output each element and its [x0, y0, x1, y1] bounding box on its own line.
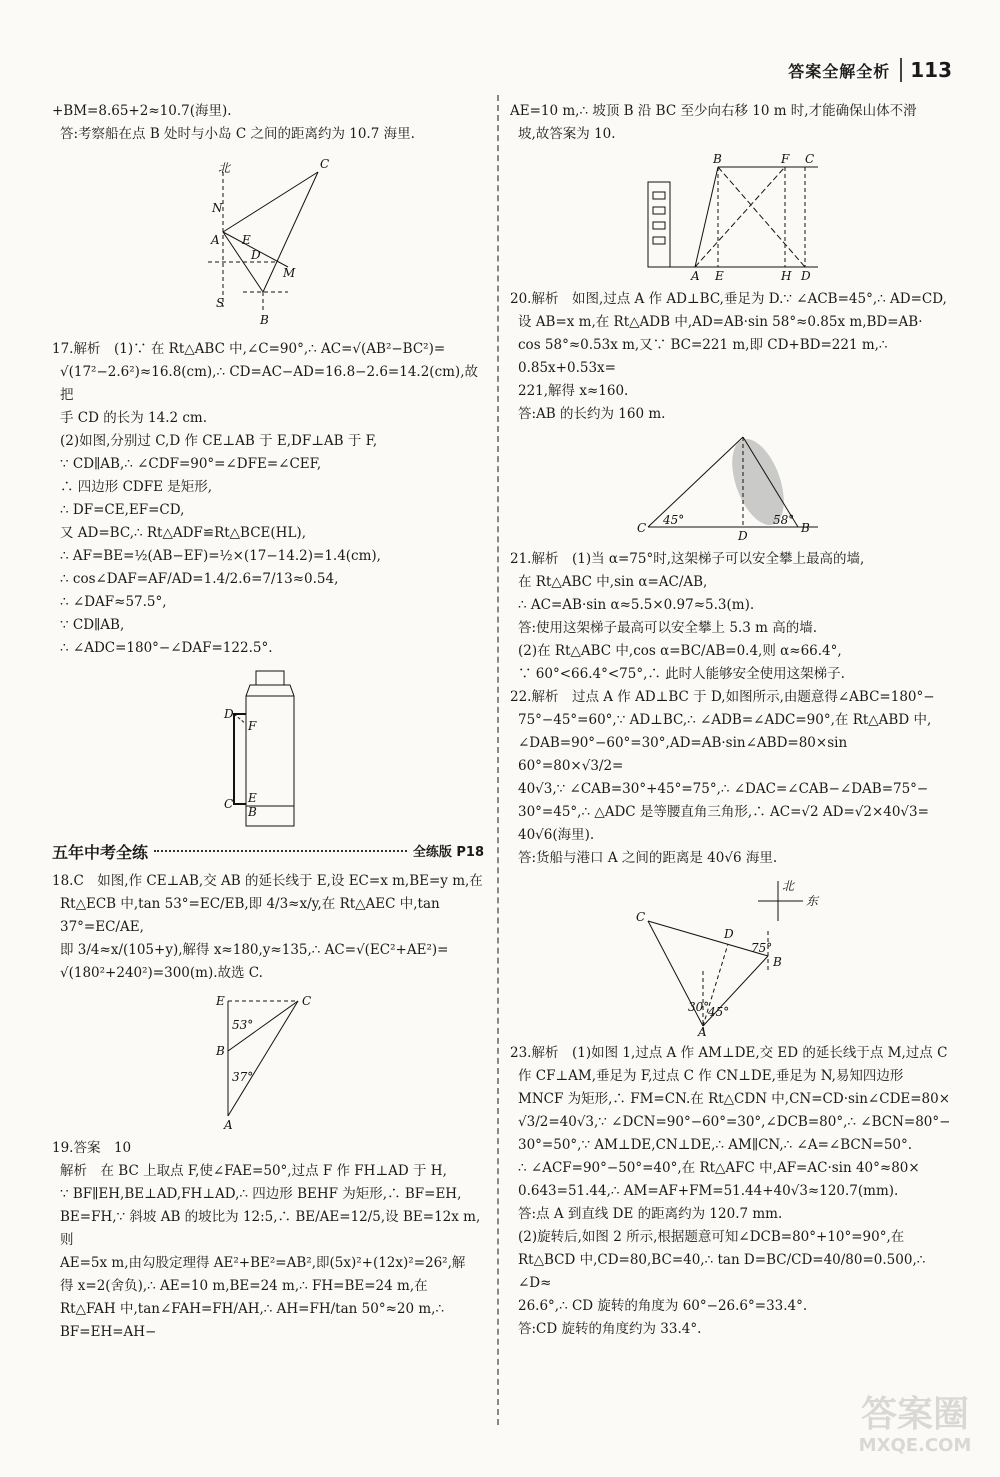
- right-column: [510, 100, 956, 1341]
- text-line: ∴ DF=CE,EF=CD,: [60, 502, 185, 518]
- fig-label: 北: [218, 161, 231, 175]
- section-title: 五年中考全练: [52, 843, 149, 862]
- fig-label: F: [781, 152, 790, 166]
- fig-label: E: [242, 233, 251, 247]
- text-line: ∵ BF∥EH,BE⊥AD,FH⊥AD,∴ 四边形 BEHF 为矩形,∴ BF=EH,: [60, 1186, 462, 1202]
- fig-label: E: [216, 994, 225, 1008]
- answer-19-continued: [510, 100, 956, 146]
- answer-19: [52, 1137, 484, 1344]
- fig-label: A: [691, 269, 700, 282]
- text-line: 答:使用这架梯子最高可以安全攀上 5.3 m 高的墙.: [518, 620, 817, 636]
- text-line: BE=FH,∵ 斜坡 AB 的坡比为 12:5,∴ BE/AE=12/5,设 BE=12x m,则: [60, 1209, 481, 1248]
- text-line: ∴ ∠ACF=90°−50°=40°,在 Rt△AFC 中,AF=AC·sin 40°≈80×: [518, 1160, 920, 1176]
- fig-label: C: [302, 994, 312, 1008]
- text-line: √(180²+240²)=300(m).故选 C.: [60, 965, 263, 981]
- column-divider: [497, 95, 499, 1425]
- text-line: (2)如图,分别过 C,D 作 CE⊥AB 于 E,DF⊥AB 于 F,: [60, 433, 378, 449]
- text-line: ∴ ∠DAF≈57.5°,: [60, 594, 167, 610]
- text-line: 23.解析 (1)如图 1,过点 A 作 AM⊥DE,交 ED 的延长线于点 M,过点 C: [510, 1045, 948, 1061]
- text-line: Rt△BCD 中,CD=80,BC=40,∴ tan D=BC/CD=40/80=0.500,∴ ∠D≈: [518, 1252, 930, 1291]
- text-line: AE=10 m,∴ 坡顶 B 沿 BC 至少向右移 10 m 时,才能确保山体不滑: [510, 103, 917, 119]
- fig-label: A: [211, 233, 220, 247]
- fig-label: D: [724, 927, 734, 941]
- text-line: 即 3/4≈x/(105+y),解得 x≈180,y≈135,∴ AC=√(EC²+AE²)=: [60, 942, 449, 958]
- text-line: ∵ CD∥AB,: [60, 617, 125, 633]
- fig-label: H: [781, 269, 792, 282]
- text-line: 75°−45°=60°,∵ AD⊥BC,∴ ∠ADB=∠ADC=90°,在 Rt△ABD 中,: [518, 712, 932, 728]
- watermark-line2: MXQE.COM: [858, 1435, 972, 1456]
- fig-label: 30°: [688, 1000, 710, 1014]
- text-line: +BM=8.65+2≈10.7(海里).: [52, 103, 232, 119]
- text-line: 得 x=2(舍负),∴ AE=10 m,BE=24 m,∴ FH=BE=24 m,在: [60, 1278, 428, 1294]
- fig-label: 58°: [773, 513, 795, 527]
- text-line: 手 CD 的长为 14.2 cm.: [60, 410, 208, 426]
- fig-label: 75°: [751, 941, 773, 955]
- section-edition: 全练版 P18: [412, 845, 484, 860]
- page-header: [788, 58, 952, 82]
- fig-label: B: [248, 805, 257, 819]
- fig-label: 53°: [232, 1018, 254, 1032]
- fig-label: 北: [782, 879, 795, 893]
- section-heading: [52, 841, 484, 864]
- text-line: 又 AD=BC,∴ Rt△ADF≌Rt△BCE(HL),: [60, 525, 306, 541]
- fig-label: S: [216, 296, 225, 310]
- text-line: 解析 在 BC 上取点 F,使∠FAE=50°,过点 F 作 FH⊥AD 于 H,: [60, 1163, 447, 1179]
- text-line: ∴ ∠ADC=180°−∠DAF=122.5°.: [60, 640, 273, 656]
- fig-label: N: [212, 201, 223, 215]
- fig-label: E: [715, 269, 724, 282]
- answer-22: [510, 686, 956, 870]
- text-line: 30°=50°,∵ AM⊥DE,CN⊥DE,∴ AM∥CN,∴ ∠A=∠BCN=50°.: [518, 1137, 913, 1153]
- fig-label: D: [251, 248, 261, 262]
- text-line: 40√6(海里).: [518, 827, 595, 843]
- fig-label: D: [801, 269, 811, 282]
- fig-label: C: [224, 797, 234, 811]
- text-line: AE=5x m,由勾股定理得 AE²+BE²=AB²,即(5x)²+(12x)²=26²,解: [60, 1255, 466, 1271]
- text-line: Rt△FAH 中,tan∠FAH=FH/AH,∴ AH=FH/tan 50°≈20 m,∴ BF=EH=AH−: [60, 1301, 449, 1340]
- figure-16-ship: [168, 152, 368, 332]
- text-line: ∴ AF=BE=½(AB−EF)=½×(17−14.2)=1.4(cm),: [60, 548, 381, 564]
- text-line: 坡,故答案为 10.: [518, 126, 616, 142]
- fig-label: 37°: [232, 1070, 254, 1084]
- section-dots: [154, 850, 407, 852]
- figure-17-thermos: [208, 666, 328, 831]
- fig-label: 45°: [663, 513, 685, 527]
- answer-18: [52, 870, 484, 985]
- text-line: ∴ cos∠DAF=AF/AD=1.4/2.6=7/13≈0.54,: [60, 571, 339, 587]
- text-line: ∠DAB=90°−60°=30°,AD=AB·sin∠ABD=80×sin 60°=80×√3/2=: [518, 735, 852, 774]
- text-line: 答:点 A 到直线 DE 的距离约为 120.7 mm.: [518, 1206, 783, 1222]
- answer-20: [510, 288, 956, 426]
- text-line: 答:AB 的长约为 160 m.: [518, 406, 666, 422]
- text-line: (2)在 Rt△ABC 中,cos α=BC/AB=0.4,则 α≈66.4°,: [518, 643, 842, 659]
- fig-label: B: [773, 955, 782, 969]
- figure-22-harbor: [618, 876, 848, 1036]
- text-line: (2)旋转后,如图 2 所示,根据题意可知∠DCB=80°+10°=90°,在: [518, 1229, 905, 1245]
- text-line: 30°=45°,∴ △ADC 是等腰直角三角形,∴ AC=√2 AD=√2×40√3=: [518, 804, 929, 820]
- fig-label: B: [216, 1044, 225, 1058]
- figure-19-slope: [633, 152, 833, 282]
- fig-label: B: [260, 313, 269, 327]
- text-line: ∵ CD∥AB,∴ ∠CDF=90°=∠DFE=∠CEF,: [60, 456, 322, 472]
- text-line: 19.答案 10: [52, 1140, 132, 1156]
- text-line: 答:CD 旋转的角度约为 33.4°.: [518, 1321, 702, 1337]
- fig-label: C: [805, 152, 815, 166]
- text-line: 26.6°,∴ CD 旋转的角度为 60°−26.6°=33.4°.: [518, 1298, 808, 1314]
- fig-label: D: [738, 529, 748, 542]
- fig-label: E: [248, 791, 257, 805]
- text-line: 22.解析 过点 A 作 AD⊥BC 于 D,如图所示,由题意得∠ABC=180°−: [510, 689, 935, 705]
- text-line: 答:考察船在点 B 处时与小岛 C 之间的距离约为 10.7 海里.: [60, 126, 415, 142]
- figure-18-cliff: [198, 991, 338, 1131]
- text-line: 21.解析 (1)当 α=75°时,这架梯子可以安全攀上最高的墙,: [510, 551, 865, 567]
- fig-label: C: [320, 157, 330, 171]
- text-line: ∴ AC=AB·sin α≈5.5×0.97≈5.3(m).: [518, 597, 755, 613]
- fig-label: A: [224, 1118, 233, 1131]
- answer-23: [510, 1042, 956, 1341]
- fig-label: C: [636, 910, 646, 924]
- text-line: ∴ 四边形 CDFE 是矩形,: [60, 479, 213, 495]
- fig-label: F: [248, 719, 257, 733]
- figure-20-mountain: [633, 432, 833, 542]
- fig-label: A: [698, 1025, 707, 1036]
- fig-label: B: [801, 521, 810, 535]
- text-line: 设 AB=x m,在 Rt△ADB 中,AD=AB·sin 58°≈0.85x m,BD=AB·: [518, 314, 923, 330]
- left-column: [52, 100, 484, 1344]
- text-line: 在 Rt△ABC 中,sin α=AC/AB,: [518, 574, 708, 590]
- text-line: 20.解析 如图,过点 A 作 AD⊥BC,垂足为 D.∵ ∠ACB=45°,∴ AD=CD,: [510, 291, 947, 307]
- fig-label: C: [637, 521, 647, 535]
- page-number: 113: [900, 58, 952, 82]
- text-line: √(17²−2.6²)≈16.8(cm),∴ CD=AC−AD=16.8−2.6=14.2(cm),故把: [60, 364, 478, 403]
- answer-21: [510, 548, 956, 686]
- fig-label: 45°: [708, 1005, 730, 1019]
- text-line: 18.C 如图,作 CE⊥AB,交 AB 的延长线于 E,设 EC=x m,BE=y m,在: [52, 873, 483, 889]
- text-line: cos 58°≈0.53x m,又∵ BC=221 m,即 CD+BD=221 m,∴ 0.85x+0.53x=: [518, 337, 892, 376]
- fig-label: D: [224, 707, 234, 721]
- text-line: ∵ 60°<66.4°<75°,∴ 此时人能够安全使用这架梯子.: [518, 666, 845, 682]
- answer-17: [52, 338, 484, 660]
- text-line: MNCF 为矩形,∴ FM=CN.在 Rt△CDN 中,CN=CD·sin∠CDE=80×: [518, 1091, 951, 1107]
- watermark-line1: 答案圈: [860, 1394, 969, 1435]
- text-line: 221,解得 x≈160.: [518, 383, 629, 399]
- fig-label: M: [283, 266, 296, 280]
- text-line: 答:货船与港口 A 之间的距离是 40√6 海里.: [518, 850, 778, 866]
- text-line: √3/2=40√3,∵ ∠DCN=90°−60°=30°,∠DCB=80°,∴ ∠BCN=80°−: [518, 1114, 951, 1130]
- text-line: 作 CF⊥AM,垂足为 F,过点 C 作 CN⊥DE,垂足为 N,易知四边形: [518, 1068, 904, 1084]
- text-line: 40√3,∵ ∠CAB=30°+45°=75°,∴ ∠DAC=∠CAB−∠DAB=75°−: [518, 781, 929, 797]
- watermark-logo: [840, 1395, 990, 1465]
- text-line: 17.解析 (1)∵ 在 Rt△ABC 中,∠C=90°,∴ AC=√(AB²−BC²)=: [52, 341, 446, 357]
- fig-label: B: [713, 152, 722, 166]
- text-line: 0.643=51.44,∴ AM=AF+FM=51.44+40√3≈120.7(mm).: [518, 1183, 899, 1199]
- header-title: 答案全解全析: [788, 61, 891, 81]
- text-line: Rt△ECB 中,tan 53°=EC/EB,即 4/3≈x/y,在 Rt△AEC 中,tan 37°=EC/AE,: [60, 896, 445, 935]
- fig-label: 东: [806, 894, 819, 908]
